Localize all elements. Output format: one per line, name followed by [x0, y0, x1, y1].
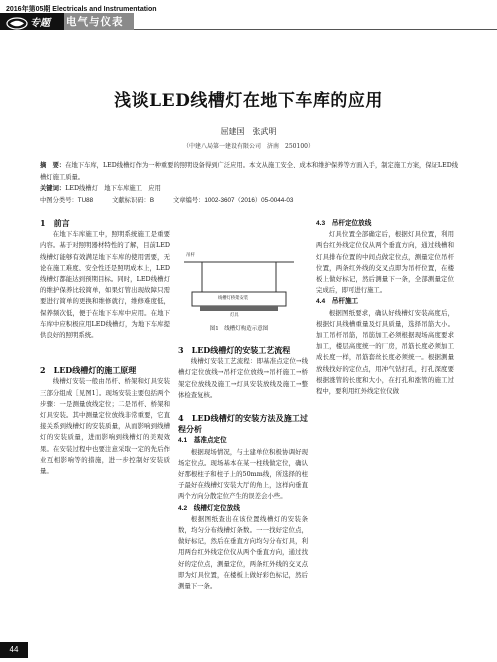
- figure-1-diagram: [178, 254, 300, 334]
- abstract-label: 摘 要：: [40, 162, 66, 169]
- section-1-paragraph: 在地下车库施工中，照明系统施工是重要内容。基于对照明器材特性的了解，目前LED线槽灯能够有效满足地下车库的使用需要，无论在施工难度、安全性还是照明成本上，LED线槽灯都能达到预期目标。同时，LED线槽灯的维护保养比较简单，如果灯管出现故障只需要进行简单的更换和维修就行，维修难度低，保养频次低，便于在地下车库中应用。在地下车库中应积极应用LED线槽灯，为地下车库提供良好的照明系统。: [40, 230, 170, 340]
- journal-issue: 2016年第05期 Electricals and Instrumentation: [6, 6, 157, 13]
- section-1-title: 1 前言: [40, 218, 70, 228]
- section-3-paragraph: 线槽灯安装工艺流程：即基准点定位→线槽灯定位放线→吊杆定位放线→吊杆施工→桥架定位放线及施工→灯具安装放线及施工→整体检查复核。: [178, 357, 308, 399]
- figure-1: [178, 254, 300, 334]
- article-title: 浅谈LED线槽灯在地下车库的应用: [114, 91, 383, 111]
- classification: 中图分类号：TU88 文献标识码：B 文章编号：1002-3607（2016）05-0044-03: [40, 196, 294, 204]
- header-rule: [134, 29, 497, 30]
- header-logo-text: 专题: [30, 18, 50, 29]
- magazine-name: 电气与仪表: [66, 16, 124, 28]
- section-3-title: 3 LED线槽灯的安装工艺流程: [178, 345, 291, 355]
- affiliation: （中建八局第一建设有限公司 济南 250100）: [183, 143, 314, 150]
- section-2-title: 2 LED线槽灯的施工原理: [40, 365, 137, 376]
- column-right: [316, 218, 454, 397]
- section-4-1-title: 4.1 基准点定位: [178, 437, 227, 445]
- column-middle: [178, 345, 308, 592]
- authors: 屈建国 张武明: [220, 127, 277, 136]
- section-4-1-paragraph: 根据现场情况，与土建单位积极协调好现场定位点。现场基本在某一柱线做定位，确认好那根柱子和柱子上的50mm线，所选择的柱子最好在线槽灯安装大厅的角上，这样向垂直两个方向分散定位产生的误差会小些。: [178, 447, 308, 501]
- section-4-4-title: 4.4 吊杆施工: [316, 298, 359, 306]
- logo-icon: [6, 15, 28, 34]
- section-4-2-title: 4.2 线槽灯定位放线: [178, 504, 240, 512]
- keywords-text: LED线槽灯 地下车库施工 应用: [65, 185, 161, 192]
- figure-label-tray: 线槽灯桥架安装: [218, 296, 249, 301]
- abstract-block: [40, 160, 460, 206]
- section-2-paragraph: 线槽灯安装一般由吊杆、桥架和灯具安装三部分组成［见图1］。现场安装主要包括两个步骤：一是测量放线定位；二是吊杆、桥架和灯具安装。其中测量定位放线非常重要，它直接关系到线槽灯的安装质量，从而影响到线槽灯的安装质量，进而影响到线槽灯的美观效果。在安装过程中也要注意采取一定的先后作业互相影响等的措施，进一步控制好安装质量。: [40, 377, 170, 476]
- figure-caption: 图1 线槽灯构造示意图: [209, 326, 269, 332]
- figure-label-lamp: 灯具: [230, 313, 239, 318]
- section-4-3-title: 4.3 吊杆定位放线: [316, 220, 372, 227]
- section-4-title: 4 LED线槽灯的安装方法及施工过程分析: [178, 413, 308, 435]
- section-4-3-paragraph: 灯具位置全部确定后，根据灯具位置，利用两台红外线定位仪从两个垂直方向，通过线槽和灯具排布位置的中间点做定位点，测量定位吊杆位置，两条红外线的交叉点即为吊杆位置，在楼板上做好标记，然后测量下一条，全部测量定位完成后，即可进行施工。: [316, 230, 454, 295]
- section-4-2-paragraph: 根据图纸查出在该位置线槽灯的安装条数，均匀分布线槽灯条数。一一找好定位点，做好标记，然后在垂直方向均匀分布灯具，利用两台红外线定位仪从两个垂直方向，通过找好的定位点，测量定位，两条红外线的交叉点即为灯具位置，在楼板上做好彩色标记，然后测量下一条。: [178, 514, 308, 591]
- page-number: 44: [0, 642, 28, 658]
- section-4-4-paragraph: 根据图纸要求，确认好线槽灯安装高度后，根据灯具线槽重量及灯具质量，选择吊筋大小。加工吊杆吊筋，吊筋加工必须根据现场高度要求加工，楼层高度统一的厂房，吊筋长度必须加工成长度一样，吊筋套丝长度必须统一。根据测量放线找好的定位点，用冲气钻打孔，打孔深度要根据涨管的长度和大小，在打孔和涨管的施工过程中，要利用红外线定位仪做: [316, 308, 454, 396]
- column-left: [40, 218, 170, 477]
- figure-label-rod: 吊杆: [186, 253, 195, 258]
- keywords-label: 关键词：: [40, 185, 66, 192]
- abstract-text: 在地下车库，LED线槽灯作为一种重要的照明设备得到广泛应用。本文从施工安全、成本和维护保养等方面入手，制定施工方案，保证LED线槽灯施工质量。: [40, 162, 459, 181]
